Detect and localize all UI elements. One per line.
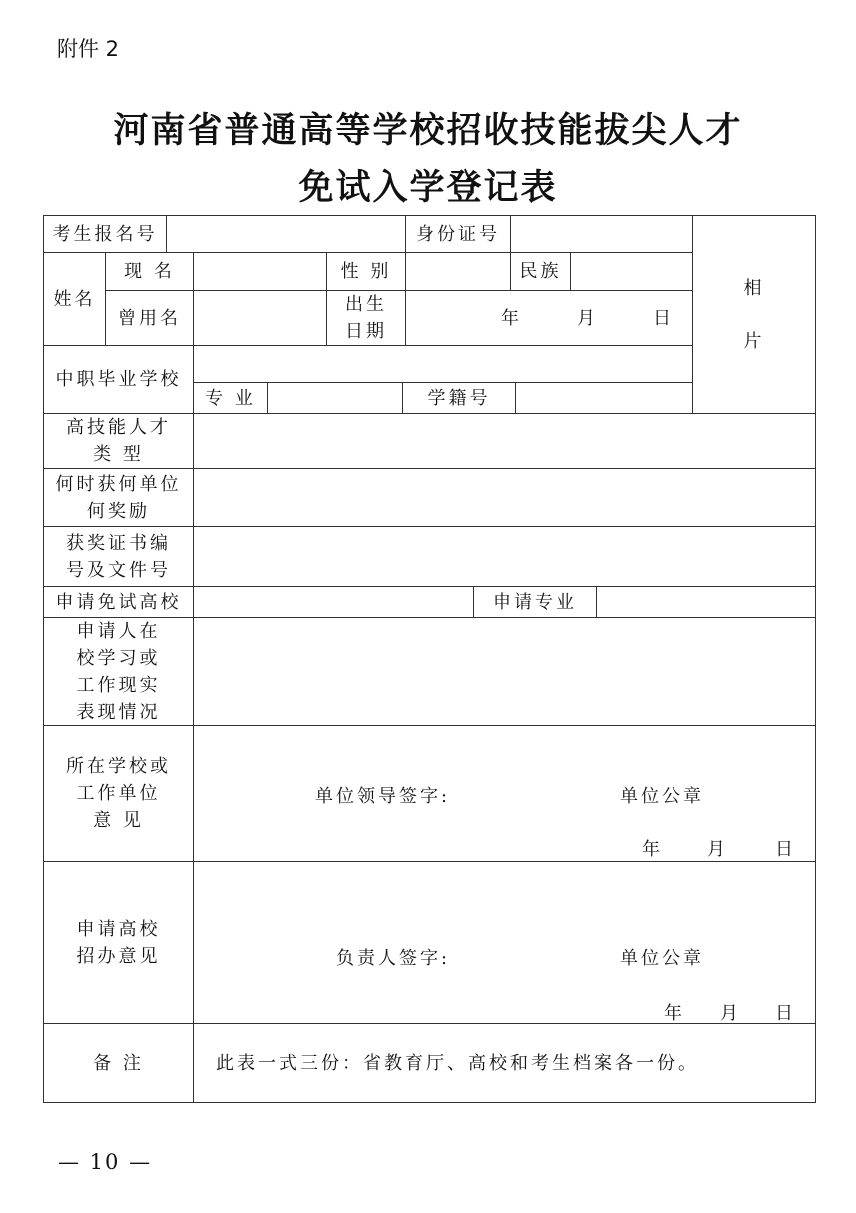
remarks-field: 此表一式三份：省教育厅、高校和考生档案各一份。 <box>193 1023 816 1103</box>
ethnicity-field[interactable] <box>570 252 693 291</box>
title-line-2: 免试入学登记表 <box>298 167 558 208</box>
apply-school-label: 申请免试高校 <box>43 586 194 618</box>
unit-year: 年 <box>642 839 663 860</box>
perf-label-3: 工作现实 <box>76 674 161 696</box>
uni-day: 日 <box>775 1003 796 1024</box>
award-label-2: 何奖励 <box>87 500 150 522</box>
birth-date-field[interactable] <box>405 290 693 346</box>
photo-label-2: 片 <box>743 330 765 352</box>
apply-major-label: 申请专业 <box>473 586 597 618</box>
student-no-label: 学籍号 <box>402 382 516 414</box>
gender-field[interactable] <box>405 252 511 291</box>
cert-label-2: 号及文件号 <box>66 559 171 581</box>
photo-label-1: 相 <box>743 277 765 299</box>
photo-box[interactable] <box>692 215 816 414</box>
performance-field[interactable] <box>193 617 816 726</box>
unit-label-3: 意 见 <box>93 810 144 831</box>
id-no-label: 身份证号 <box>405 215 511 253</box>
unit-opinion-label <box>43 725 194 862</box>
university-seal-label: 单位公章 <box>620 948 704 969</box>
perf-label-4: 表现情况 <box>76 701 161 723</box>
student-no-field[interactable] <box>515 382 693 414</box>
attachment-label: 附件 2 <box>57 37 120 61</box>
unit-label-1: 所在学校或 <box>66 756 171 777</box>
award-field[interactable] <box>193 468 816 527</box>
responsible-sign-label: 负责人签字: <box>336 948 451 969</box>
unit-day: 日 <box>775 839 796 860</box>
name-label: 姓名 <box>43 252 106 346</box>
title-line-1: 河南省普通高等学校招收技能拔尖人才 <box>113 110 743 151</box>
current-name-field[interactable] <box>193 252 327 291</box>
university-opinion-label <box>43 861 194 1024</box>
day-label: 日 <box>653 307 674 329</box>
leader-sign-label: 单位领导签字: <box>315 786 451 807</box>
talent-label-2: 类 型 <box>93 444 144 465</box>
certificate-label <box>43 526 194 587</box>
apply-major-field[interactable] <box>596 586 816 618</box>
unit-label-2: 工作单位 <box>76 783 161 804</box>
talent-label-1: 高技能人才 <box>66 417 171 438</box>
former-name-label: 曾用名 <box>105 290 194 346</box>
uni-label-2: 招办意见 <box>76 945 161 967</box>
uni-label-1: 申请高校 <box>76 918 161 940</box>
birth-label-2: 日期 <box>345 321 387 342</box>
talent-type-label <box>43 413 194 469</box>
page-number: — 10 — <box>58 1150 153 1174</box>
unit-seal-label: 单位公章 <box>620 786 704 807</box>
award-label <box>43 468 194 527</box>
performance-label <box>43 617 194 726</box>
id-no-field[interactable] <box>510 215 693 253</box>
perf-label-1: 申请人在 <box>76 620 161 642</box>
school-field[interactable] <box>193 345 693 383</box>
month-label: 月 <box>577 307 598 329</box>
birth-label-1: 出生 <box>345 294 387 315</box>
cert-label-1: 获奖证书编 <box>66 532 171 554</box>
uni-year: 年 <box>664 1003 685 1024</box>
ethnicity-label: 民族 <box>510 252 571 291</box>
talent-type-field[interactable] <box>193 413 816 469</box>
unit-month: 月 <box>707 839 728 860</box>
apply-school-field[interactable] <box>193 586 474 618</box>
birth-date-label <box>326 290 406 346</box>
award-label-1: 何时获何单位 <box>55 473 182 495</box>
major-label: 专 业 <box>193 382 268 414</box>
certificate-field[interactable] <box>193 526 816 587</box>
former-name-field[interactable] <box>193 290 327 346</box>
perf-label-2: 校学习或 <box>76 647 161 669</box>
remarks-label: 备 注 <box>43 1023 194 1103</box>
uni-month: 月 <box>720 1003 741 1024</box>
exam-no-label: 考生报名号 <box>43 215 167 253</box>
major-field[interactable] <box>267 382 403 414</box>
gender-label: 性 别 <box>326 252 406 291</box>
year-label: 年 <box>501 307 522 329</box>
school-label: 中职毕业学校 <box>43 345 194 414</box>
exam-no-field[interactable] <box>166 215 406 253</box>
current-name-label: 现 名 <box>105 252 194 291</box>
